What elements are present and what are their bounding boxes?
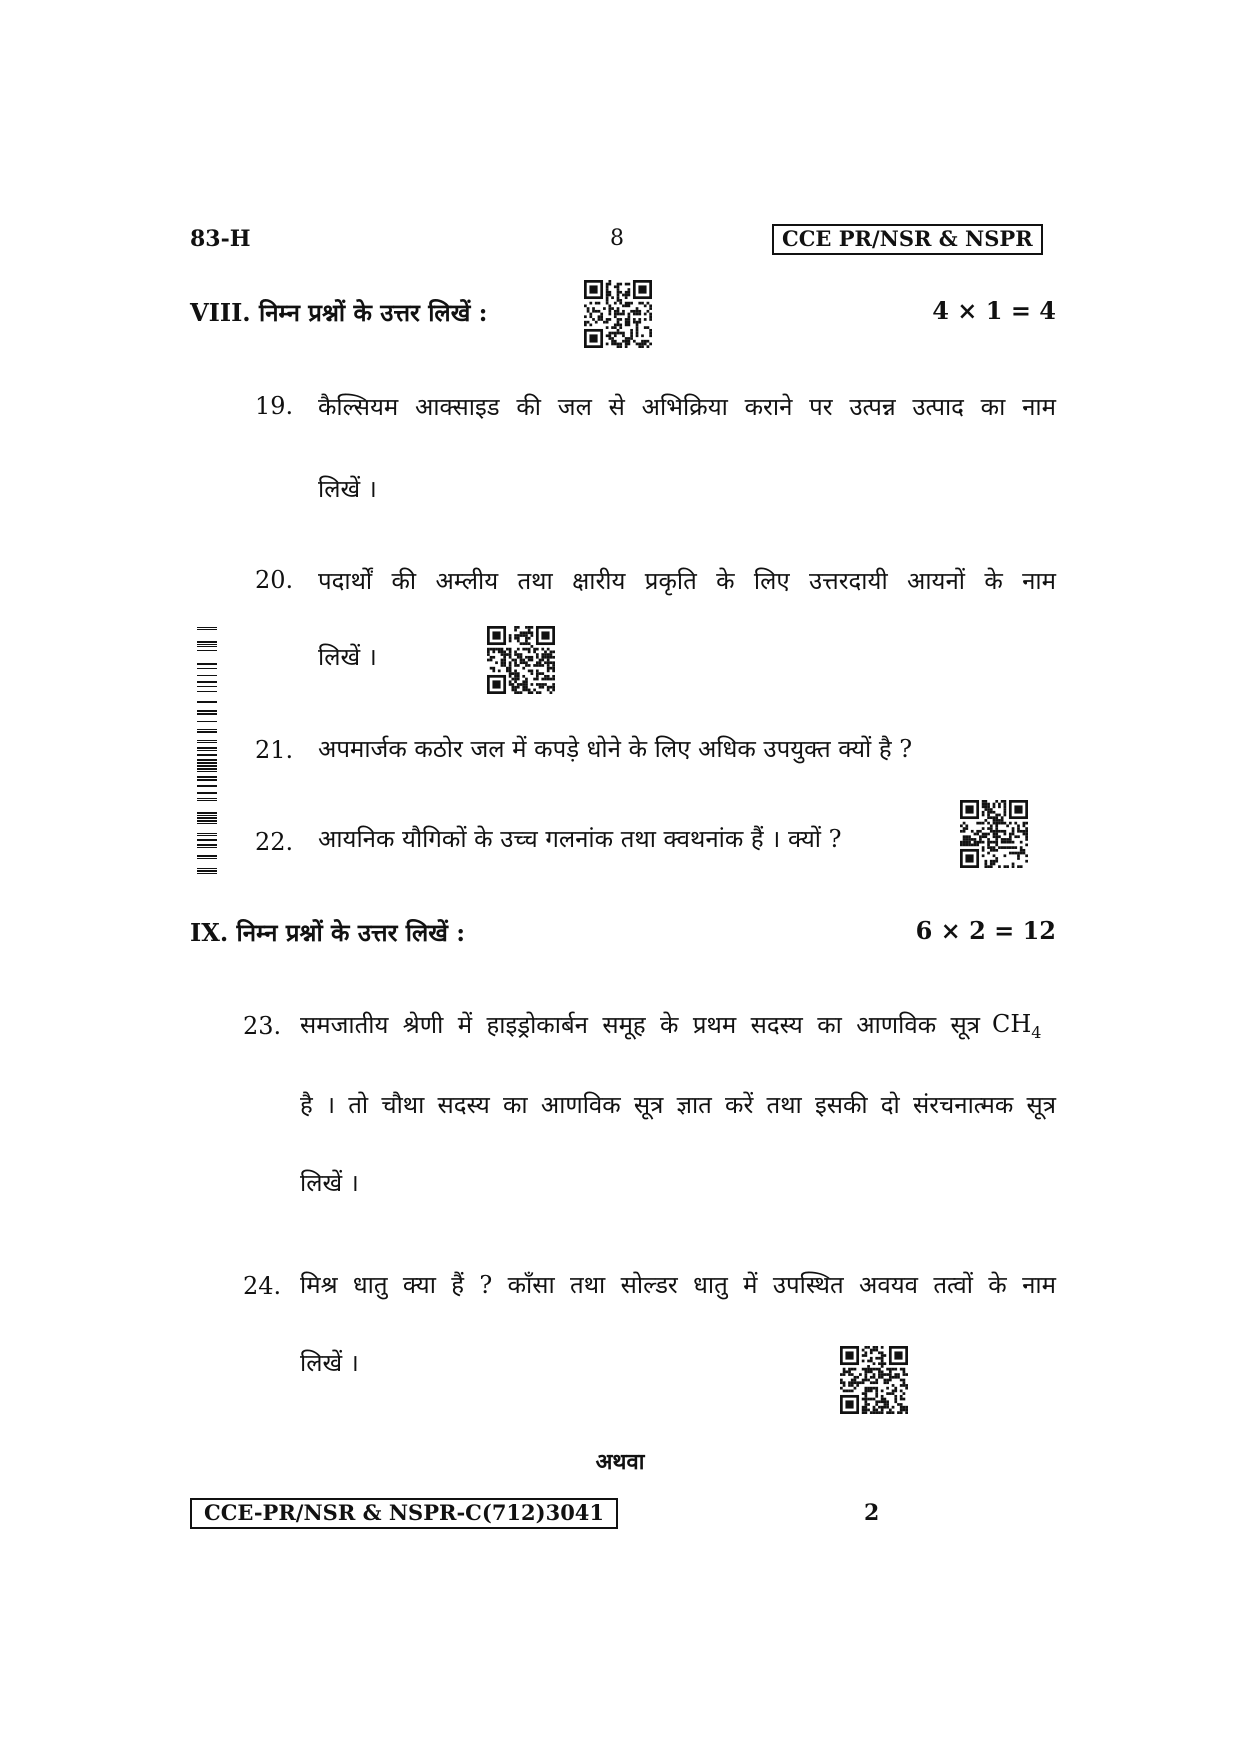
page-number: 8 xyxy=(610,226,624,251)
question-text-continued: लिखें । xyxy=(318,475,377,503)
question-number: 21. xyxy=(255,736,294,764)
question-number: 19. xyxy=(255,392,294,420)
barcode-icon xyxy=(197,620,217,876)
question-text-continued: लिखें । xyxy=(318,643,377,671)
question-text: अपमार्जक कठोर जल में कपड़े धोने के लिए अधिक उपयुक्त क्यों है ? xyxy=(318,735,913,763)
paper-code: 83-H xyxy=(190,226,251,252)
question-number: 23. xyxy=(243,1012,282,1040)
question-text: मिश्र धातु क्या हैं ? काँसा तथा सोल्डर धातु में उपस्थित अवयव तत्वों के नाम xyxy=(300,1271,1056,1299)
section-ix-title: IX. निम्न प्रश्नों के उत्तर लिखें : xyxy=(190,918,466,947)
exam-code-box: CCE PR/NSR & NSPR xyxy=(772,224,1043,255)
question-text-continued: लिखें । xyxy=(300,1349,359,1377)
question-text: पदार्थों की अम्लीय तथा क्षारीय प्रकृति के लिए उत्तरदायी आयनों के नाम xyxy=(318,567,1056,595)
question-text: आयनिक यौगिकों के उच्च गलनांक तथा क्वथनांक हैं । क्यों ? xyxy=(318,825,842,853)
section-viii-marks: 4 × 1 = 4 xyxy=(932,296,1056,325)
question-text-continued: है । तो चौथा सदस्य का आणविक सूत्र ज्ञात करें तथा इसकी दो संरचनात्मक सूत्र xyxy=(300,1091,1056,1119)
qr-code-icon xyxy=(584,280,652,348)
question-number: 20. xyxy=(255,566,294,594)
chemical-formula: $CH_4$ xyxy=(992,1010,1042,1042)
section-ix-marks: 6 × 2 = 12 xyxy=(915,916,1056,945)
question-number: 24. xyxy=(243,1272,282,1300)
footer-page-number: 2 xyxy=(864,1500,880,1526)
qr-code-icon xyxy=(840,1346,908,1414)
question-text-continued: लिखें । xyxy=(300,1169,359,1197)
question-number: 22. xyxy=(255,828,294,856)
qr-code-icon xyxy=(487,626,555,694)
question-text: समजातीय श्रेणी में हाइड्रोकार्बन समूह के प्रथम सदस्य का आणविक सूत्र xyxy=(300,1011,980,1039)
or-label: अथवा xyxy=(595,1449,645,1475)
footer-code-box: CCE-PR/NSR & NSPR-C(712)3041 xyxy=(190,1498,618,1529)
qr-code-icon xyxy=(960,800,1028,868)
question-text: कैल्सियम आक्साइड की जल से अभिक्रिया कराने पर उत्पन्न उत्पाद का नाम xyxy=(318,393,1056,421)
section-viii-title: VIII. निम्न प्रश्नों के उत्तर लिखें : xyxy=(190,298,488,327)
